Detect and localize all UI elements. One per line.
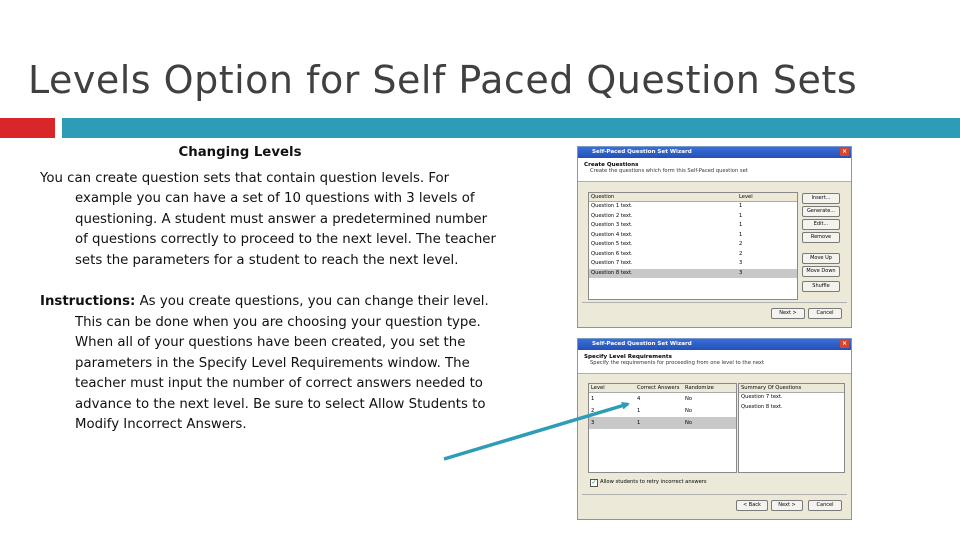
slide-title: Levels Option for Self Paced Question Sets [28,58,858,102]
move-up-button[interactable]: Move Up [802,253,840,264]
cancel-button[interactable]: Cancel [808,308,842,319]
level-cell: 1 [739,203,743,209]
level-cell: 2 [739,241,743,247]
column-header-randomize: Randomize [685,385,714,391]
dialog-heading: Specify Level Requirements [584,354,672,360]
level-cell: 1 [591,396,595,402]
allow-retry-checkbox[interactable]: ✓ [591,479,597,486]
dialog-heading: Create Questions [584,162,639,168]
randomize-cell: No [685,408,693,414]
correct-answers-cell: 4 [637,396,641,402]
level-cell: 3 [739,260,743,266]
instructions-label: Instructions: [40,294,136,309]
question-cell: Question 2 text. [591,212,633,219]
next-button[interactable]: Next > [771,308,805,319]
dialog-subheading: Specify the requirements for proceeding from one level to the next [590,360,765,366]
summary-item: Question 7 text. [741,394,783,400]
summary-item: Question 8 text. [741,403,783,410]
generate-button[interactable]: Generate... [802,206,840,217]
level-cell: 1 [739,222,743,228]
edit-button[interactable]: Edit... [802,219,840,230]
question-cell: Question 3 text. [591,222,633,228]
allow-retry-label: Allow students to retry incorrect answers [600,479,707,485]
correct-answers-cell: 1 [637,408,641,414]
paragraph-levels: You can create question sets that contain question levels. For example you can have a set of 10 questions with 3 levels of questioning. A student must answer a predetermined number of questions correctly to proceed to the next level. The teacher sets the parameters for a student to reach the next level. [40,170,496,268]
question-cell: Question 8 text. [591,269,633,276]
question-cell: Question 7 text. [591,260,633,266]
column-header-level: Level [739,194,753,200]
column-header-question: Question [591,194,615,200]
remove-button[interactable]: Remove [802,232,840,243]
question-cell: Question 1 text. [591,203,633,209]
level-cell: 1 [739,231,743,238]
arrow-line [444,404,628,459]
level-cell: 2 [591,408,595,414]
instructions-text: As you create questions, you can change their level. This can be done when you are choosing your question type. When all of your questions have been created, you set the parameters in the Specify Level Requirements window. The teacher must input the number of correct answers needed to advance to the next level. Be sure to select Allow Students to Modify Incorrect Answers. [75,294,489,432]
move-down-button[interactable]: Move Down [802,266,840,277]
summary-header-label: Summary Of Questions [741,385,802,391]
dialog-title: Self-Paced Question Set Wizard [592,149,692,155]
question-cell: Question 5 text. [591,241,633,247]
level-cell: 3 [591,420,595,426]
column-header-level: Level [591,385,605,391]
level-cell: 1 [739,212,743,219]
question-cell: Question 6 text. [591,250,633,257]
dialog-subheading: Create the questions which form this Self-Paced question set [590,168,748,174]
randomize-cell: No [685,420,693,426]
back-button[interactable]: < Back [736,500,768,511]
cancel-button[interactable]: Cancel [808,500,842,511]
shuffle-button[interactable]: Shuffle [802,281,840,292]
correct-answers-cell: 1 [637,420,641,426]
close-icon[interactable]: × [841,340,848,347]
level-cell: 2 [739,250,743,257]
dialog-title: Self-Paced Question Set Wizard [592,341,692,347]
next-button[interactable]: Next > [771,500,803,511]
level-cell: 3 [739,269,743,276]
randomize-cell: No [685,396,693,402]
column-header-correct-answers: Correct Answers [637,385,680,391]
question-cell: Question 4 text. [591,231,633,238]
close-icon[interactable]: × [841,148,848,155]
subheading: Changing Levels [178,145,302,160]
insert-button[interactable]: Insert... [802,193,840,204]
